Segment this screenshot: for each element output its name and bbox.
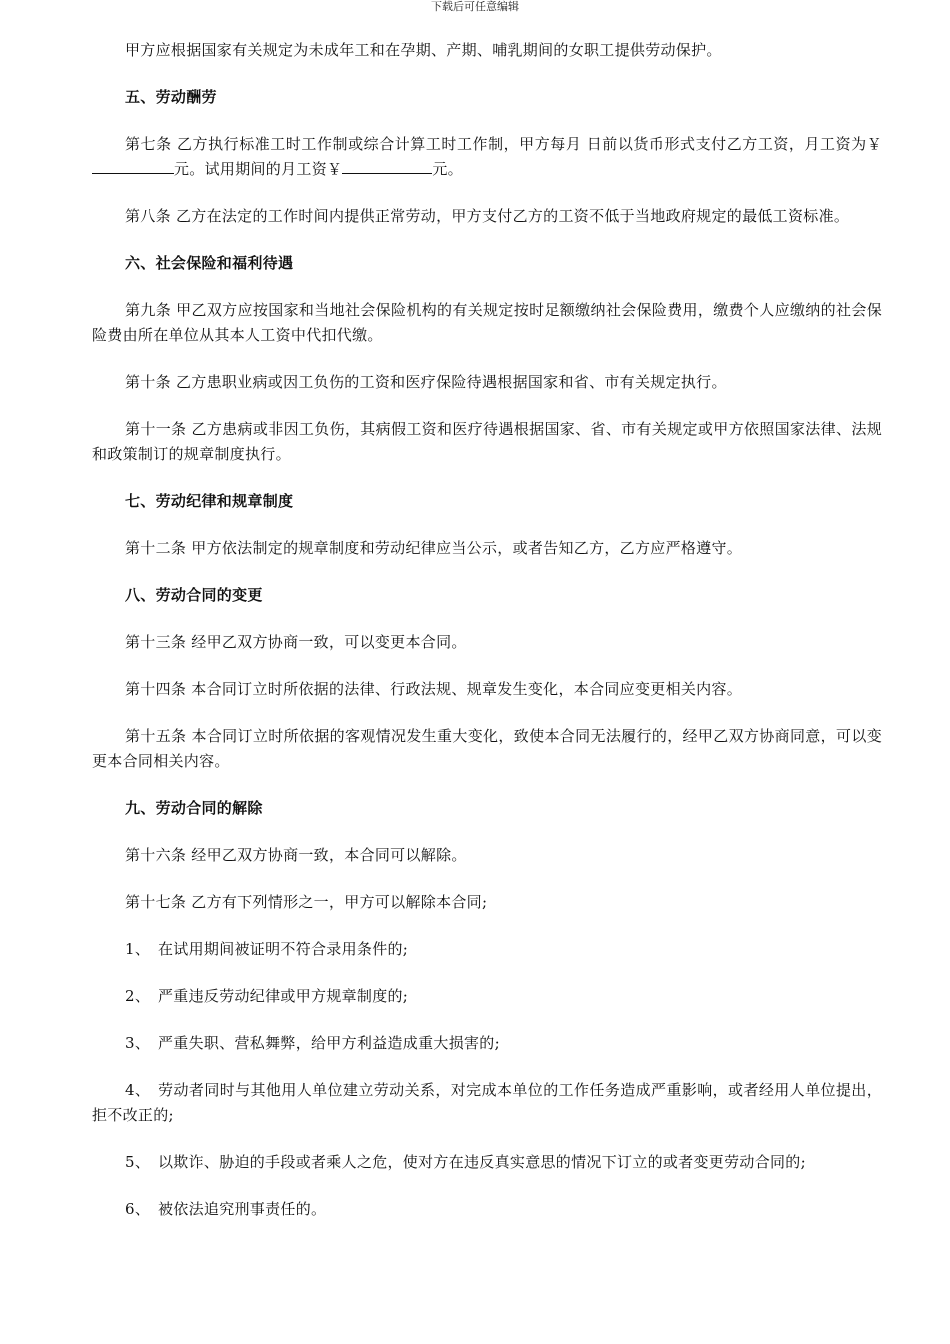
list-item-text: 被依法追究刑事责任的。 [158, 1200, 327, 1218]
list-item-number: 2、 [125, 987, 151, 1005]
section-heading-discipline: 七、劳动纪律和规章制度 [125, 492, 294, 510]
list-item-text: 以欺诈、胁迫的手段或者乘人之危，使对方在违反真实意思的情况下订立的或者变更劳动合同的; [158, 1153, 806, 1171]
list-item-text: 严重违反劳动纪律或甲方规章制度的; [158, 987, 409, 1005]
probation-wage-blank[interactable] [342, 157, 432, 174]
list-item-text: 严重失职、营私舞弊，给甲方利益造成重大损害的; [158, 1034, 500, 1052]
page-header-note: 下载后可任意编辑 [431, 0, 519, 13]
article-7-text-c: 元。 [432, 160, 463, 178]
section-heading-contract-termination: 九、劳动合同的解除 [125, 799, 263, 817]
section-heading-remuneration: 五、劳动酬劳 [125, 88, 217, 106]
list-item [92, 1150, 882, 1175]
list-item [92, 1078, 882, 1128]
list-item [92, 1031, 882, 1056]
list-item-number: 6、 [125, 1200, 151, 1218]
article-7-text-b: 元。试用期间的月工资￥ [174, 160, 343, 178]
list-item [92, 937, 882, 962]
section-heading-contract-change: 八、劳动合同的变更 [125, 586, 263, 604]
article-8: 第八条 乙方在法定的工作时间内提供正常劳动，甲方支付乙方的工资不低于当地政府规定的最低工资标准。 [125, 207, 850, 225]
monthly-wage-blank[interactable] [92, 157, 174, 174]
article-13: 第十三条 经甲乙双方协商一致，可以变更本合同。 [125, 633, 467, 651]
list-item-text: 劳动者同时与其他用人单位建立劳动关系，对完成本单位的工作任务造成严重影响，或者经用人单位提出，拒不改正的; [92, 1081, 882, 1124]
article-9: 第九条 甲乙双方应按国家和当地社会保险机构的有关规定按时足额缴纳社会保险费用，缴费个人应缴纳的社会保险费由所在单位从其本人工资中代扣代缴。 [92, 301, 882, 344]
article-12: 第十二条 甲方依法制定的规章制度和劳动纪律应当公示，或者告知乙方，乙方应严格遵守。 [125, 539, 743, 557]
article-7-text-a: 第七条 乙方执行标准工时工作制或综合计算工时工作制，甲方每月 日前以货币形式支付乙方工资，月工资为￥ [125, 135, 882, 153]
list-item-number: 5、 [125, 1153, 151, 1171]
list-item-number: 1、 [125, 940, 151, 958]
article-17: 第十七条 乙方有下列情形之一，甲方可以解除本合同; [125, 893, 488, 911]
article-7 [92, 132, 882, 182]
paragraph-labor-protection: 甲方应根据国家有关规定为未成年工和在孕期、产期、哺乳期间的女职工提供劳动保护。 [125, 41, 722, 59]
list-item-number: 4、 [125, 1081, 151, 1099]
article-11: 第十一条 乙方患病或非因工负伤，其病假工资和医疗待遇根据国家、省、市有关规定或甲方依照国家法律、法规和政策制订的规章制度执行。 [92, 420, 882, 463]
article-15: 第十五条 本合同订立时所依据的客观情况发生重大变化，致使本合同无法履行的，经甲乙双方协商同意，可以变更本合同相关内容。 [92, 727, 882, 770]
section-heading-social-insurance: 六、社会保险和福利待遇 [125, 254, 294, 272]
list-item-text: 在试用期间被证明不符合录用条件的; [158, 940, 409, 958]
article-10: 第十条 乙方患职业病或因工负伤的工资和医疗保险待遇根据国家和省、市有关规定执行。 [125, 373, 727, 391]
article-16: 第十六条 经甲乙双方协商一致，本合同可以解除。 [125, 846, 467, 864]
list-item [92, 1197, 882, 1222]
document-body [92, 38, 882, 1244]
article-14: 第十四条 本合同订立时所依据的法律、行政法规、规章发生变化，本合同应变更相关内容。 [125, 680, 743, 698]
list-item [92, 984, 882, 1009]
list-item-number: 3、 [125, 1034, 151, 1052]
